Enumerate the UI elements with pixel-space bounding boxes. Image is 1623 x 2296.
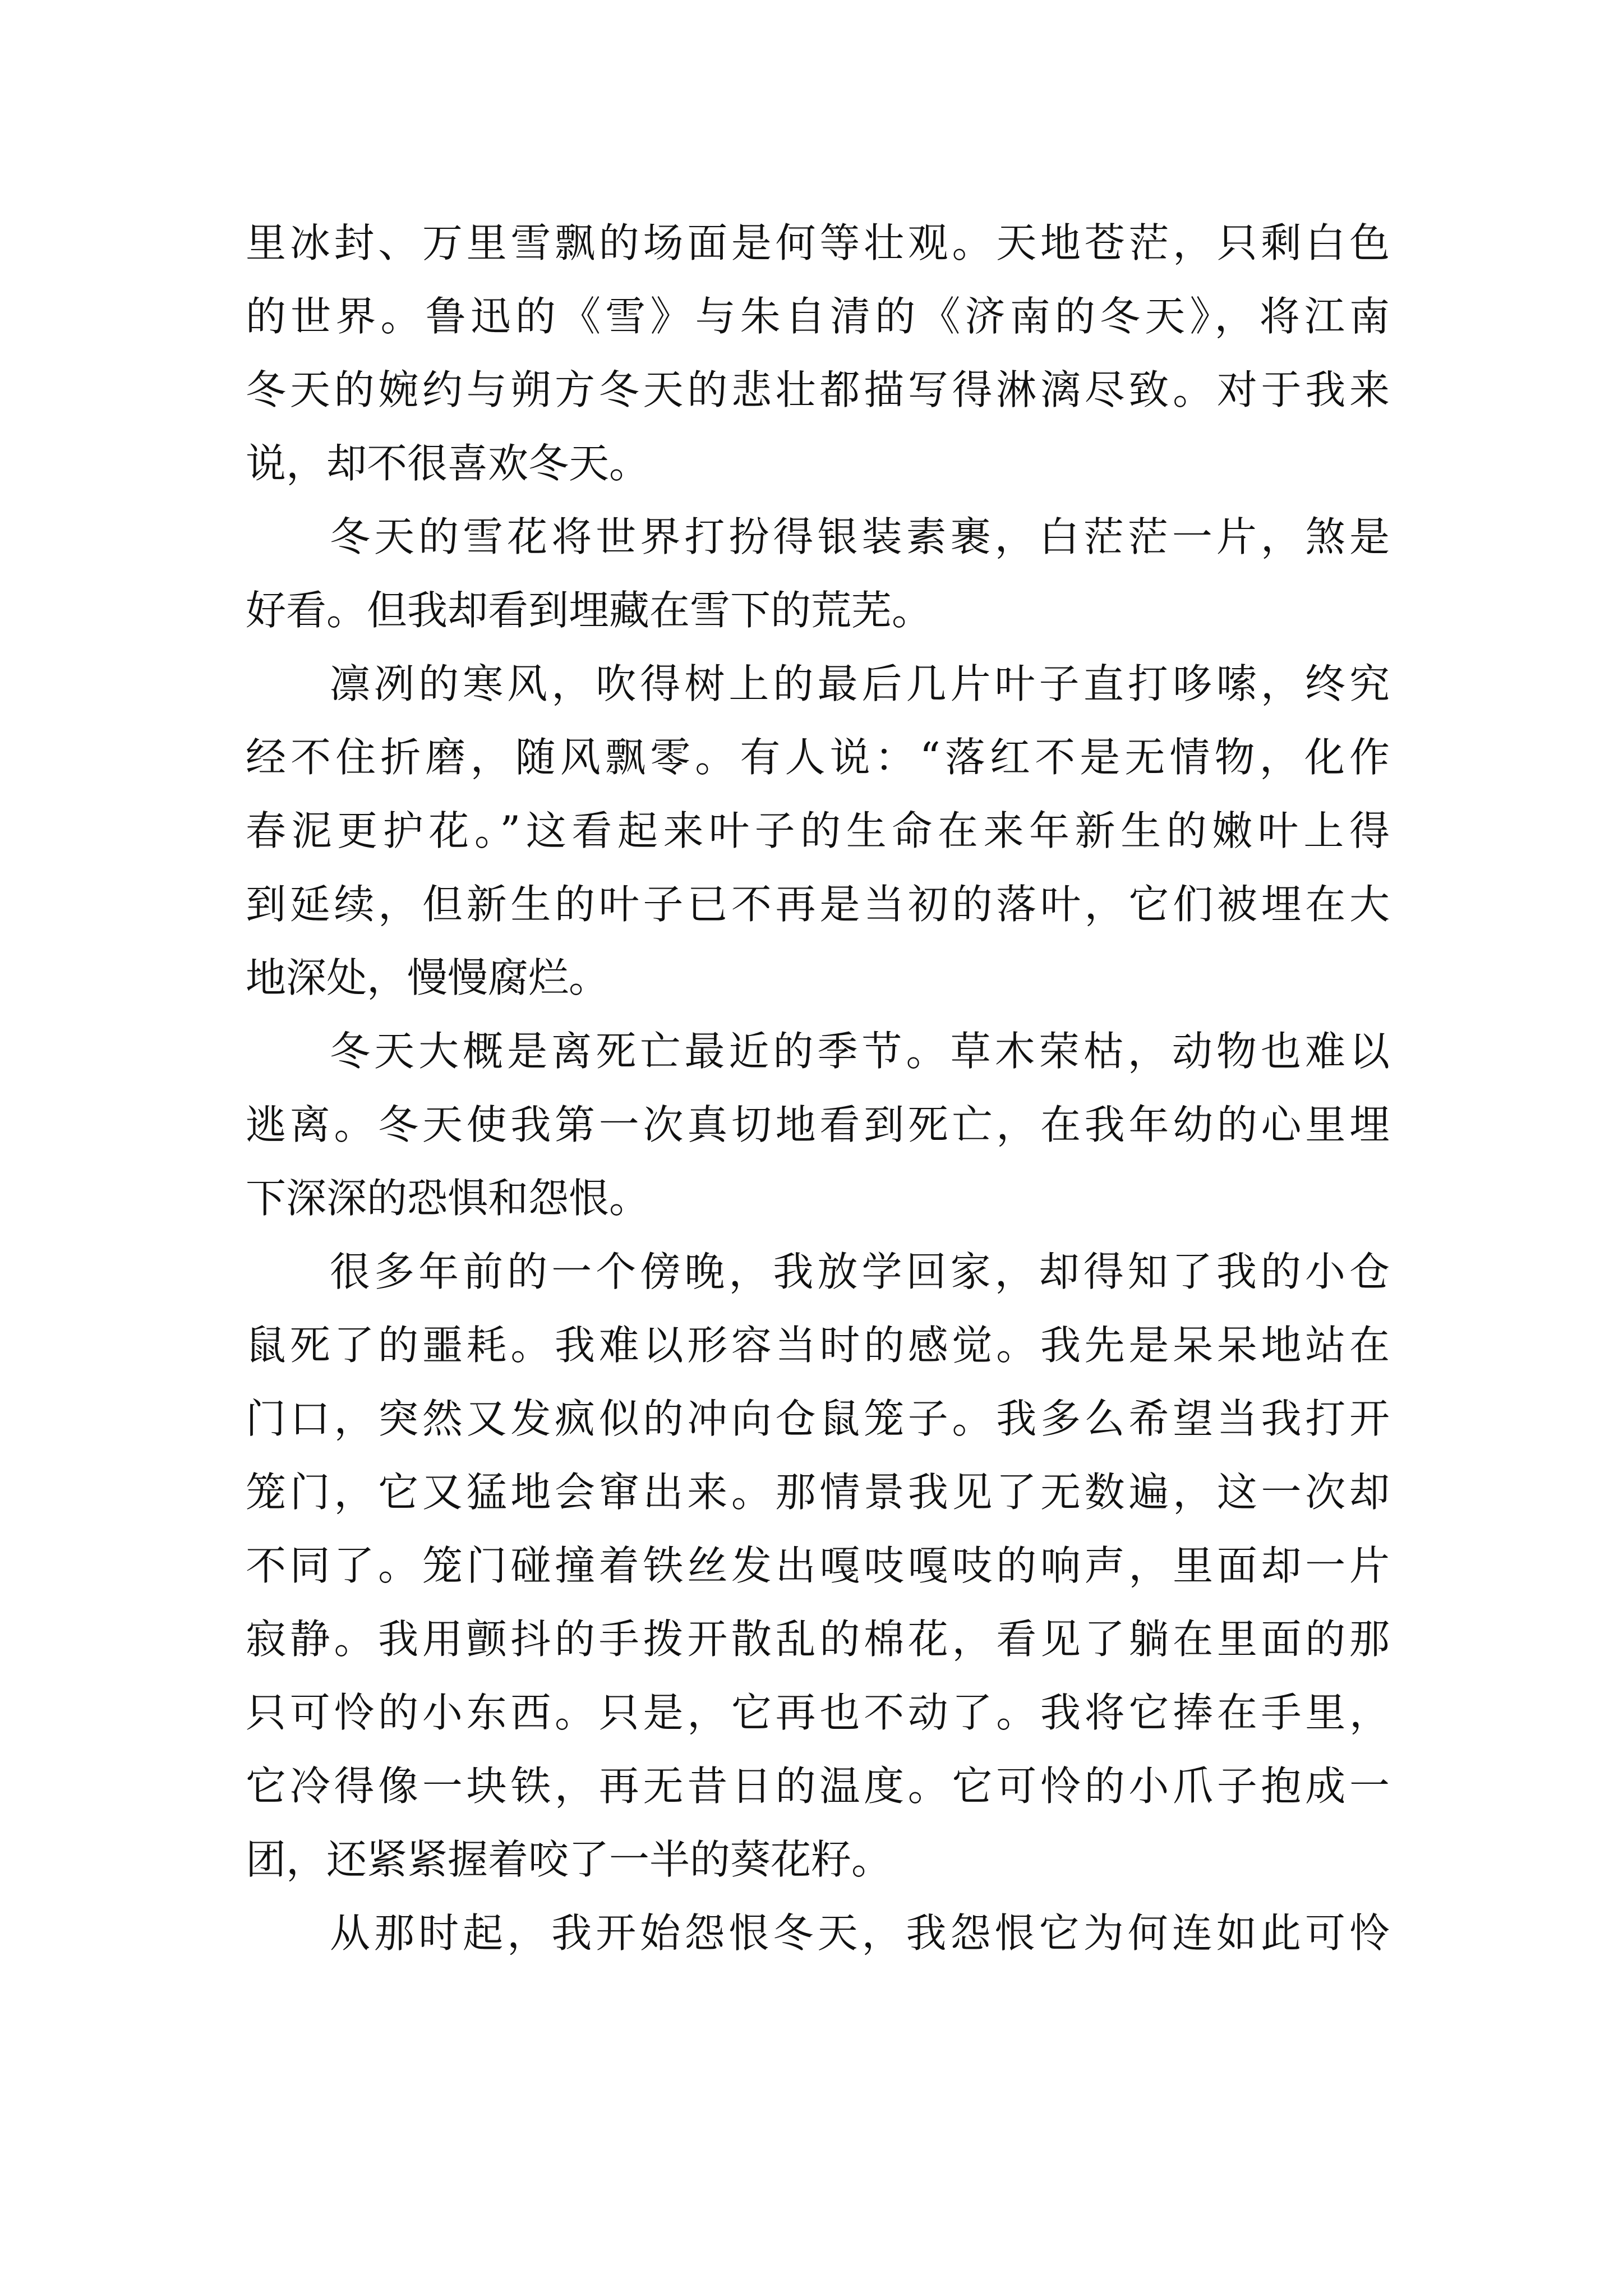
text-line: 门口，突然又发疯似的冲向仓鼠笼子。我多么希望当我打开	[246, 1395, 1390, 1442]
text-line: 笼门，它又猛地会窜出来。那情景我见了无数遍，这一次却	[246, 1469, 1390, 1516]
text-line: 经不住折磨，随风飘零。有人说：“落红不是无情物，化作	[246, 734, 1390, 781]
text-line: 它冷得像一块铁，再无昔日的温度。它可怜的小爪子抱成一	[246, 1763, 1390, 1810]
text-line: 好看。但我却看到埋藏在雪下的荒芜。	[246, 587, 933, 634]
text-line: 说，却不很喜欢冬天。	[246, 440, 650, 487]
text-line: 冬天的婉约与朔方冬天的悲壮都描写得淋漓尽致。对于我来	[246, 366, 1390, 413]
text-line: 寂静。我用颤抖的手拨开散乱的棉花，看见了躺在里面的那	[246, 1616, 1390, 1663]
text-line: 到延续，但新生的叶子已不再是当初的落叶，它们被埋在大	[246, 881, 1390, 928]
paragraph-first-line: 凛冽的寒风，吹得树上的最后几片叶子直打哆嗦，终究	[330, 660, 1390, 707]
body-text	[246, 206, 1390, 1970]
paragraph-first-line: 冬天的雪花将世界打扮得银装素裹，白茫茫一片，煞是	[330, 513, 1390, 560]
text-line: 团，还紧紧握着咬了一半的葵花籽。	[246, 1836, 892, 1883]
text-line: 只可怜的小东西。只是，它再也不动了。我将它捧在手里，	[246, 1689, 1390, 1736]
text-line: 下深深的恐惧和怨恨。	[246, 1175, 650, 1222]
text-line: 春泥更护花。”这看起来叶子的生命在来年新生的嫩叶上得	[246, 807, 1390, 854]
text-line: 不同了。笼门碰撞着铁丝发出嘎吱嘎吱的响声，里面却一片	[246, 1542, 1390, 1589]
paragraph-first-line: 冬天大概是离死亡最近的季节。草木荣枯，动物也难以	[330, 1028, 1390, 1075]
text-line: 里冰封、万里雪飘的场面是何等壮观。天地苍茫，只剩白色	[246, 219, 1390, 266]
text-line: 鼠死了的噩耗。我难以形容当时的感觉。我先是呆呆地站在	[246, 1322, 1390, 1369]
text-line: 地深处，慢慢腐烂。	[246, 954, 610, 1001]
paragraph-first-line: 从那时起，我开始怨恨冬天，我怨恨它为何连如此可怜	[330, 1910, 1390, 1957]
text-line: 的世界。鲁迅的《雪》与朱自清的《济南的冬天》，将江南	[246, 293, 1390, 340]
text-line: 逃离。冬天使我第一次真切地看到死亡，在我年幼的心里埋	[246, 1101, 1390, 1148]
paragraph-first-line: 很多年前的一个傍晚，我放学回家，却得知了我的小仓	[330, 1248, 1390, 1295]
